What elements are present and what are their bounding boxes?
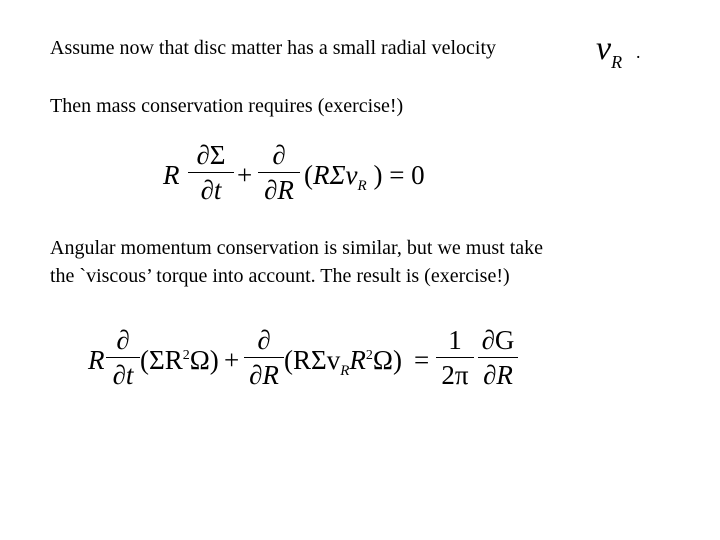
eq2-plus: +: [224, 345, 240, 375]
eq2-group-1: $(\Sigma R^2\Omega)$: [140, 345, 219, 375]
eq2-R: R: [88, 345, 105, 375]
intro-line: Assume now that disc matter has a small radial velocity: [50, 37, 496, 59]
eq1-plus: +: [237, 160, 253, 190]
eq1-fraction-2: ∂ ∂R: [258, 140, 300, 205]
eq2-fraction-3: 1 2π: [436, 325, 474, 390]
angular-momentum-line-1: Angular momentum conservation is similar, but we must take: [50, 237, 543, 259]
eq2-fraction-4: ∂G ∂R: [478, 325, 518, 390]
eq1-R: R: [163, 160, 180, 190]
eq2-fraction-2: ∂ ∂R: [244, 325, 284, 390]
eq1-term: (RΣv$_R$ ) = 0: [304, 160, 425, 194]
radial-velocity-symbol: $v_R$: [596, 30, 623, 72]
eq2-fraction-1: ∂ ∂t: [106, 325, 140, 390]
intro-line-period: .: [636, 42, 641, 62]
angular-momentum-line-2: the `viscous’ torque into account. The result is (exercise!): [50, 265, 510, 287]
eq1-fraction-1: ∂Σ ∂t: [188, 140, 234, 205]
eq2-equals: =: [414, 345, 430, 375]
eq2-group-2: $(R\Sigma v_RR^2\Omega)$: [284, 345, 402, 379]
mass-conservation-line: Then mass conservation requires (exercise!): [50, 95, 404, 117]
